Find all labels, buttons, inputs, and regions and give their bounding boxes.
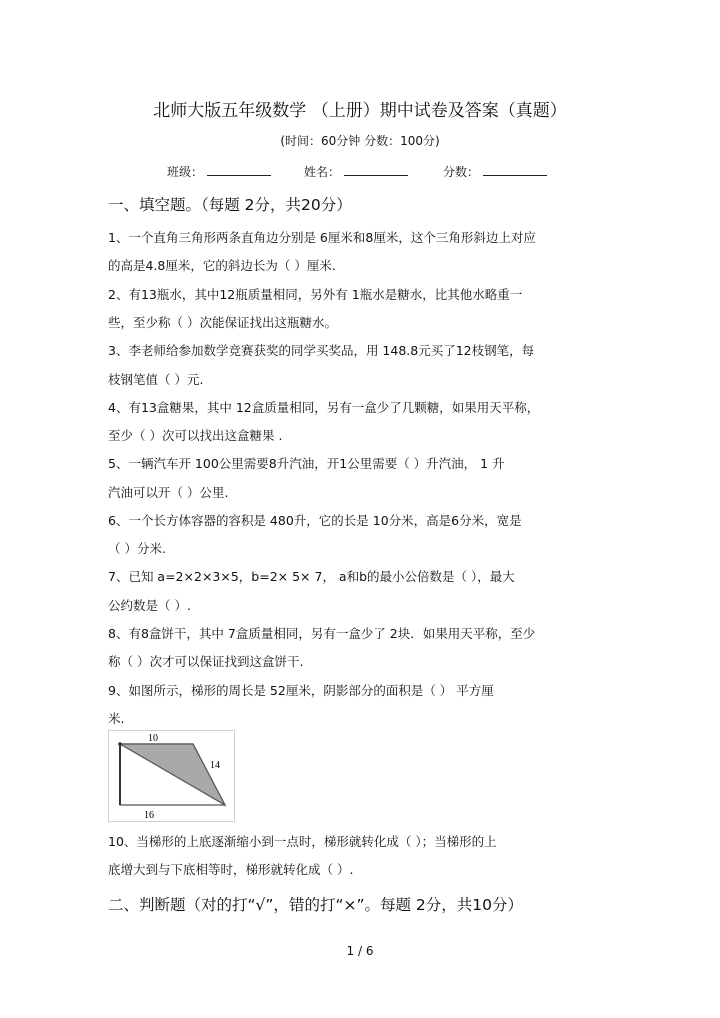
bottom-base-label: 16 (144, 810, 154, 821)
question-line: 5、一辆汽车开 100公里需要8升汽油，开1公里需要（ ）升汽油， 1 升 (108, 456, 505, 471)
name-label: 姓名： (304, 165, 341, 179)
exam-subtitle: (时间：60分钟 分数：100分) (280, 134, 440, 148)
name-blank[interactable] (344, 162, 408, 176)
question-line: 的高是4.8厘米，它的斜边长为（ ）厘米. (108, 258, 336, 273)
question-line: 汽油可以开（ ）公里. (108, 485, 229, 500)
question-line: 称（ ）次才可以保证找到这盒饼干. (108, 654, 304, 669)
question-line: 底增大到与下底相等时，梯形就转化成（ ）. (108, 862, 354, 877)
question-line: 7、已知 a=2×2×3×5，b=2× 5× 7， a和b的最小公倍数是（ ），最大 (108, 569, 515, 584)
page-number: 1 / 6 (346, 944, 374, 958)
score-label: 分数： (443, 165, 480, 179)
side-label: 14 (210, 760, 220, 771)
question-line: 米. (108, 711, 125, 726)
score-field (443, 162, 547, 180)
question-line: 10、当梯形的上底逐渐缩小到一点时，梯形就转化成（ ）；当梯形的上 (108, 834, 497, 849)
question-line: 1、一个直角三角形两条直角边分别是 6厘米和8厘米，这个三角形斜边上对应 (108, 230, 536, 245)
top-base-label: 10 (148, 733, 158, 744)
question-line: 8、有8盒饼干，其中 7盒质量相同，另有一盒少了 2块．如果用天平称，至少 (108, 626, 536, 641)
question-line: 4、有13盒糖果，其中 12盒质量相同，另有一盒少了几颗糖，如果用天平称， (108, 400, 540, 415)
section-1-heading: 一、填空题。（每题 2分，共20分） (108, 196, 352, 214)
question-line: 些，至少称（ ）次能保证找出这瓶糖水。 (108, 315, 337, 330)
question-line: 公约数是（ ）. (108, 598, 191, 613)
question-line: 2、有13瓶水，其中12瓶质量相同，另外有 1瓶水是糖水，比其他水略重一 (108, 287, 523, 302)
question-line: 枝钢笔值（ ）元. (108, 372, 204, 387)
question-line: 9、如图所示，梯形的周长是 52厘米，阴影部分的面积是（ ） 平方厘 (108, 683, 494, 698)
question-line: （ ）分米. (108, 541, 166, 556)
page-title: 北师大版五年级数学 （上册）期中试卷及答案（真题） (153, 101, 567, 121)
question-line: 6、一个长方体容器的容积是 480升，它的长是 10分米，高是6分米，宽是 (108, 513, 522, 528)
trapezoid-diagram (109, 731, 234, 821)
question-line: 至少（ ）次可以找出这盒糖果 . (108, 428, 283, 443)
section-2-heading: 二、判断题（对的打“√”，错的打“×”。每题 2分，共10分） (108, 896, 523, 914)
class-field (167, 162, 271, 180)
class-blank[interactable] (207, 162, 271, 176)
name-field (304, 162, 408, 180)
class-label: 班级： (167, 165, 204, 179)
score-blank[interactable] (483, 162, 547, 176)
vertex-dot (118, 742, 122, 746)
question-line: 3、李老师给参加数学竞赛获奖的同学买奖品，用 148.8元买了12枝钢笔，每 (108, 343, 535, 358)
trapezoid-figure (108, 730, 235, 822)
